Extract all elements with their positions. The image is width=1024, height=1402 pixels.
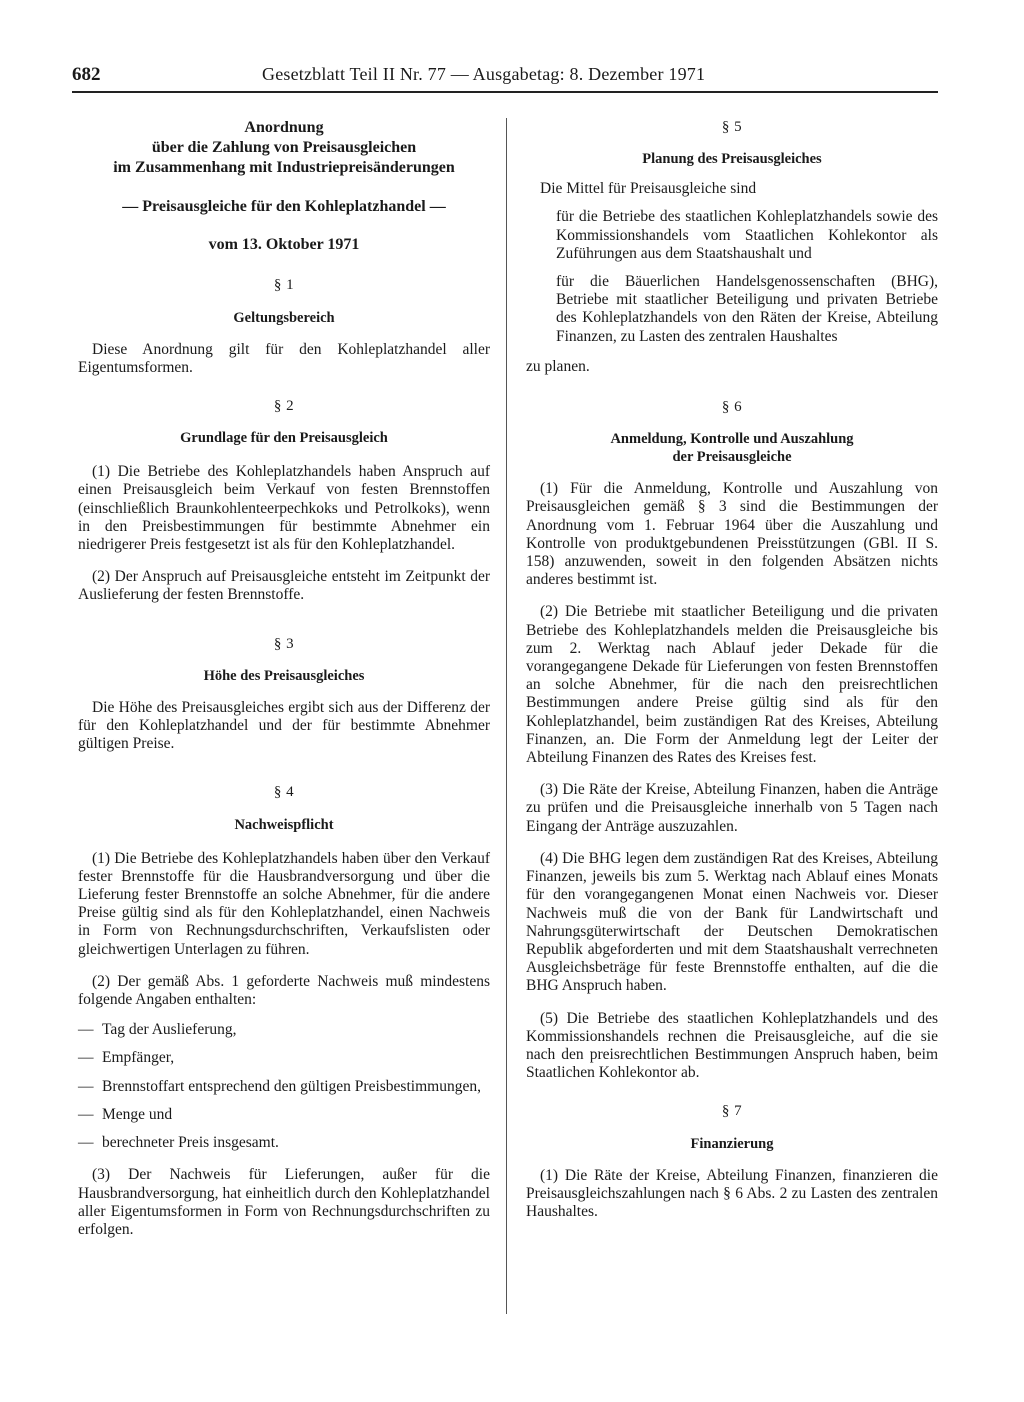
list-item-text: berechneter Preis insgesamt.: [102, 1134, 279, 1152]
section-5-paragraph-1: Die Mittel für Preisausgleiche sind: [540, 180, 757, 198]
title-line-2: über die Zahlung von Preisausgleichen: [151, 139, 417, 156]
left-column: [78, 118, 490, 1239]
section-1-title: Geltungsbereich: [233, 309, 335, 326]
section-4-number: § 4: [273, 784, 295, 801]
title-line-1: Anordnung: [244, 119, 324, 136]
gazette-title: Gesetzblatt Teil II Nr. 77 — Ausgabetag: 8. Dezember 1971: [262, 64, 706, 84]
list-dash: —: [78, 1049, 94, 1067]
section-3-number: § 3: [273, 635, 295, 652]
section-6-title-line-2: der Preisausgleiche: [672, 449, 792, 466]
list-dash: —: [78, 1105, 94, 1123]
section-1-paragraph: Diese Anordnung gilt für den Kohleplatzhandel aller Eigentumsformen.: [78, 340, 490, 376]
section-4-paragraph-1: (1) Die Betriebe des Kohleplatzhandels haben über den Verkauf fester Brennstoffe für die Hausbrandversorgung und über die Lieferung fester Brennstoffe an solche Abnehmer, für die andere Preise gültig sind als für den Kohleplatzhandel, einen Nachweis in Form von Rechnungsdurchschriften, Verkaufslisten oder gleichwertigen Unterlagen zu führen.: [78, 849, 490, 958]
section-5-title: Planung des Preisausgleiches: [642, 151, 822, 168]
list-item: [78, 1049, 490, 1067]
list-item: [78, 1134, 490, 1152]
section-5-indented-1: für die Betriebe des staatlichen Kohleplatzhandels sowie des Kommissionshandels vom Staatlichen Kohlekontor als Zuführungen aus dem Staatshaushalt und: [556, 208, 938, 262]
column-divider: [506, 118, 507, 1314]
list-item: [78, 1078, 490, 1096]
list-dash: —: [78, 1134, 94, 1152]
section-7-number: § 7: [721, 1103, 743, 1120]
section-4-title: Nachweispflicht: [234, 816, 334, 833]
section-1-number: § 1: [273, 277, 295, 294]
section-6-title: [526, 430, 938, 466]
list-item-text: Brennstoffart entsprechend den gültigen Preisbestimmungen,: [102, 1077, 481, 1095]
section-5-number: § 5: [721, 119, 743, 135]
section-6-paragraph-4: (4) Die BHG legen dem zuständigen Rat des Kreises, Abteilung Finanzen, jeweils bis zum 5. Werktag nach Ablauf eines Monats für den vorangegangenen Monat einen Nachweis vor. Dieser Nachweis muß die von der Bank für Landwirtschaft und Nahrungsgüterwirtschaft der Deutschen Demokratischen Republik abgeforderten und mit dem Staatshaushalt verrechneten Ausgleichsbeträge für feste Brennstoffe enthalten, auf die die BHG Anspruch haben.: [526, 849, 938, 995]
section-4-paragraph-3: (3) Der Nachweis für Lieferungen, außer für die Hausbrandversorgung, hat einheitlich durch den Kohleplatzhandel aller Eigentumsformen in Form von Rechnungsdurchschriften zu erfolgen.: [78, 1166, 490, 1238]
section-2-number: § 2: [273, 398, 295, 415]
title-line-3: im Zusammenhang mit Industriepreisänderungen: [113, 159, 455, 176]
section-5-indented-2: für die Bäuerlichen Handelsgenossenschaften (BHG), Betriebe mit staatlicher Beteiligung und privaten Betriebe des Kohleplatzhandels von den Räten der Kreise, Abteilung Finanzen, zu Lasten des zentralen Haushaltes: [556, 273, 938, 345]
section-2-paragraph-2: (2) Der Anspruch auf Preisausgleiche entsteht im Zeitpunkt der Auslieferung der festen Brennstoffe.: [78, 568, 490, 604]
section-5-paragraph-2: zu planen.: [526, 357, 590, 375]
header-rule: [72, 91, 938, 93]
section-6-paragraph-1: (1) Für die Anmeldung, Kontrolle und Auszahlung von Preisausgleichen gemäß § 3 sind die Bestimmungen der Anordnung vom 1. Februar 1964 über die Auszahlung und Kontrolle von produktgebundenen Preisstützungen (GBl. II S. 158) anzuwenden, soweit in den folgenden Absätzen nichts anderes bestimmt ist.: [526, 480, 938, 589]
ordinance-subtitle: — Preisausgleiche für den Kohleplatzhandel —: [122, 198, 446, 215]
section-6-paragraph-5: (5) Die Betriebe des staatlichen Kohleplatzhandels und des Kommissionshandels rechnen die Preisausgleiche, auf die sie nach den preisrechtlichen Bestimmungen Anspruch haben, beim Staatlichen Kohlekontor ab.: [526, 1009, 938, 1082]
page-number: 682: [72, 64, 101, 85]
list-dash: —: [78, 1021, 94, 1039]
list-item-text: Empfänger,: [102, 1049, 175, 1067]
list-item-text: Menge und: [102, 1105, 173, 1123]
section-6-paragraph-2: (2) Die Betriebe mit staatlicher Beteiligung und die privaten Betriebe des Kohleplatzhandels melden die Preisausgleiche bis zum 2. Werktag nach Ablauf jeder Dekade für die vorangegangene Dekade für Lieferungen von festen Brennstoffen an solche Abnehmer, für die nach den preisrechtlichen Bestimmungen andere Preise gültig sind als für den Kohleplatzhandel, beim zuständigen Rat des Kreises, Abteilung Finanzen, an. Die Form der Anmeldung legt der Leiter der Abteilung Finanzen des Rates des Kreises fest.: [526, 603, 938, 767]
list-dash: —: [78, 1077, 94, 1095]
list-item-text: Tag der Auslieferung,: [102, 1021, 237, 1039]
list-item: [78, 1106, 490, 1124]
section-4-paragraph-2: (2) Der gemäß Abs. 1 geforderte Nachweis muß mindestens folgende Angaben enthalten:: [78, 972, 490, 1009]
ordinance-date: vom 13. Oktober 1971: [208, 236, 360, 254]
section-3-paragraph: Die Höhe des Preisausgleiches ergibt sich aus der Differenz der für den Kohleplatzhandel und der für bestimmte Abnehmer gültigen Preise.: [78, 698, 490, 753]
section-3-title: Höhe des Preisausgleiches: [203, 667, 365, 684]
section-6-number: § 6: [721, 399, 743, 416]
ordinance-title: [78, 118, 490, 178]
section-6-paragraph-3: (3) Die Räte der Kreise, Abteilung Finanzen, haben die Anträge zu prüfen und die Preisausgleiche innerhalb von 5 Tagen nach Eingang der Anträge auszuzahlen.: [526, 781, 938, 835]
section-2-title: Grundlage für den Preisausgleich: [180, 430, 388, 447]
right-column: [526, 118, 938, 1221]
section-2-paragraph-1: (1) Die Betriebe des Kohleplatzhandels haben Anspruch auf einen Preisausgleich beim Verkauf von festen Brennstoffen (einschließlich Braunkohlenteerpechkoks und Petrolkoks), wenn in den Preisbestimmungen für bestimmte Abnehmer ein niedrigerer Preis festgesetzt ist als für den Kohleplatzhandel.: [78, 463, 490, 554]
list-item: [78, 1021, 490, 1039]
section-7-paragraph-1: (1) Die Räte der Kreise, Abteilung Finanzen, finanzieren die Preisausgleichszahlungen nach § 6 Abs. 2 zu Lasten des zentralen Haushaltes.: [526, 1166, 938, 1220]
section-6-title-line-1: Anmeldung, Kontrolle und Auszahlung: [610, 431, 854, 448]
page-header: [72, 62, 938, 92]
section-7-title: Finanzierung: [690, 1135, 774, 1152]
